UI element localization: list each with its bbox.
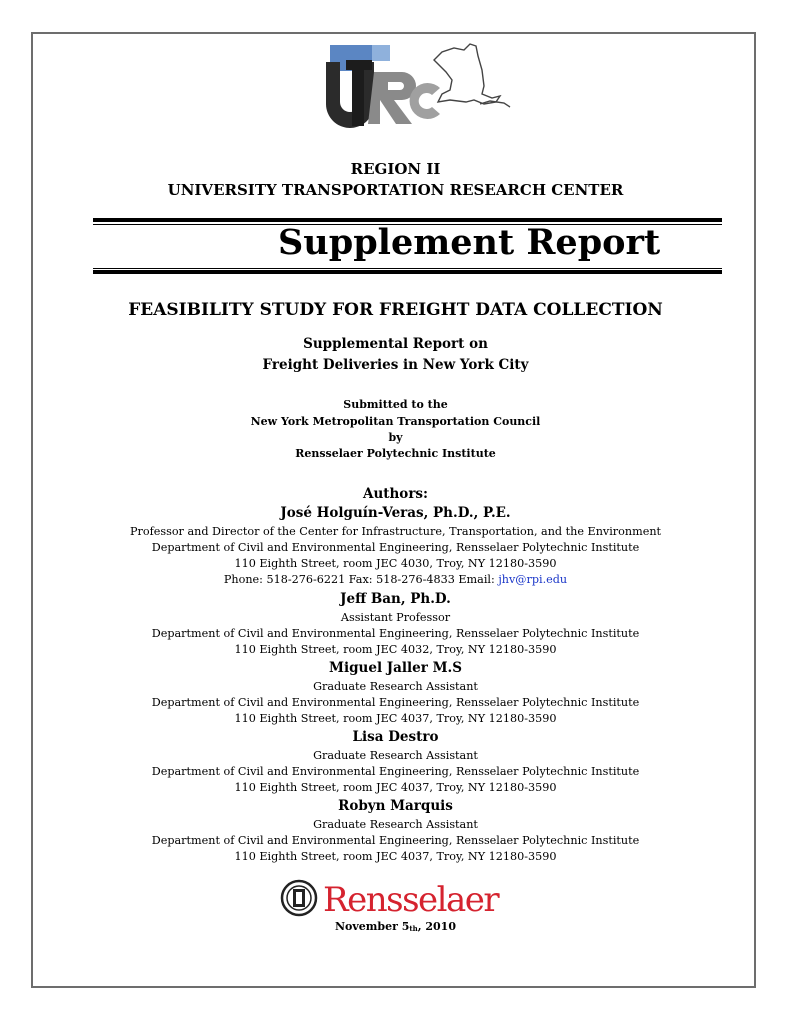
subtitle-line-1: Supplemental Report on (303, 336, 488, 352)
submitted-by: by (388, 431, 403, 444)
author-name: Jeff Ban, Ph.D. (340, 591, 451, 607)
study-title: FEASIBILITY STUDY FOR FREIGHT DATA COLLECTION (128, 300, 663, 320)
author-email-link[interactable]: jhv@rpi.edu (498, 573, 568, 586)
region-heading: REGION II (350, 160, 441, 178)
rensselaer-logo (279, 878, 511, 918)
author-department: Department of Civil and Environmental Engineering, Rensselaer Polytechnic Institute (151, 696, 640, 709)
author-title: Assistant Professor (340, 611, 451, 624)
author-name: Lisa Destro (352, 729, 439, 745)
author-title: Graduate Research Assistant (313, 680, 478, 693)
rensselaer-seal-icon (282, 881, 316, 915)
submitted-to: Submitted to the (343, 398, 448, 411)
author-address: 110 Eighth Street, room JEC 4030, Troy, NY 12180-3590 (234, 557, 557, 570)
author-department: Department of Civil and Environmental Engineering, Rensselaer Polytechnic Institute (151, 627, 640, 640)
svg-text:Rensselaer: Rensselaer (323, 880, 499, 918)
author-title: Graduate Research Assistant (313, 749, 478, 762)
author-department: Department of Civil and Environmental Engineering, Rensselaer Polytechnic Institute (151, 834, 640, 847)
subtitle-line-2: Freight Deliveries in New York City (262, 357, 529, 373)
author-name: Robyn Marquis (338, 798, 453, 814)
submitted-org: New York Metropolitan Transportation Council (250, 415, 541, 428)
author-address: 110 Eighth Street, room JEC 4037, Troy, NY 12180-3590 (234, 781, 557, 794)
utrc-logo (322, 42, 512, 132)
author-contact (0, 573, 791, 586)
author-address: 110 Eighth Street, room JEC 4037, Troy, NY 12180-3590 (234, 850, 557, 863)
author-title: Graduate Research Assistant (313, 818, 478, 831)
title-rule-bottom (93, 270, 722, 274)
author-department: Department of Civil and Environmental Engineering, Rensselaer Polytechnic Institute (151, 541, 640, 554)
center-heading: UNIVERSITY TRANSPORTATION RESEARCH CENTER (167, 181, 624, 199)
report-date: November $5_{th}$, 2010 (335, 920, 456, 933)
submitting-org: Rensselaer Polytechnic Institute (295, 447, 496, 460)
author-department: Department of Civil and Environmental Engineering, Rensselaer Polytechnic Institute (151, 765, 640, 778)
author-name: Miguel Jaller M.S (329, 660, 462, 676)
report-title: Supplement Report (278, 222, 661, 263)
author-address: 110 Eighth Street, room JEC 4037, Troy, NY 12180-3590 (234, 712, 557, 725)
author-contact-numbers: Phone: 518-276-6221 Fax: 518-276-4833 Email: (223, 573, 495, 586)
author-title: Professor and Director of the Center for Infrastructure, Transportation, and the Environment (129, 525, 662, 538)
author-name: José Holguín-Veras, Ph.D., P.E. (280, 505, 511, 521)
title-rule-bottom-thin (93, 268, 722, 269)
author-address: 110 Eighth Street, room JEC 4032, Troy, NY 12180-3590 (234, 643, 557, 656)
authors-heading: Authors: (362, 486, 429, 502)
